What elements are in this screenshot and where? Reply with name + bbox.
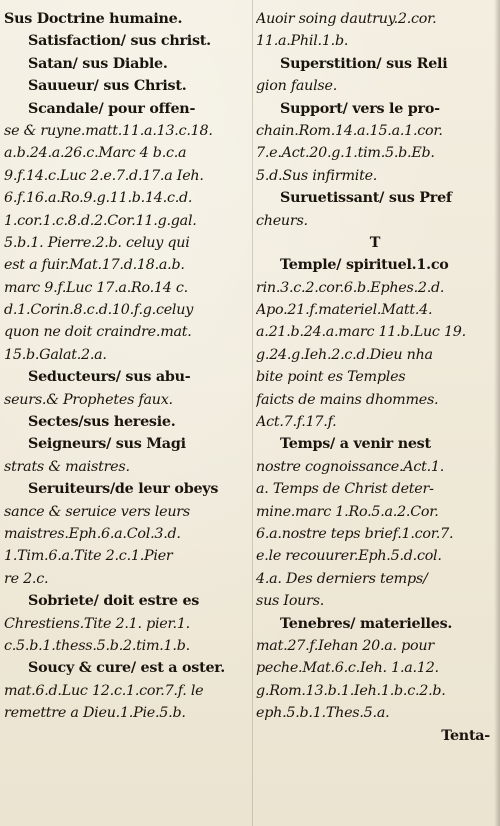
right-entry-line: 5.d.Sus infirmite. <box>256 167 378 184</box>
left-entry-heading: Sus Doctrine humaine. <box>4 11 183 27</box>
left-entry-line: 1.cor.1.c.8.d.2.Cor.11.g.gal. <box>4 212 197 229</box>
right-entry-line: Auoir soing dautruy.2.cor. <box>256 11 437 27</box>
left-entry-line: remettre a Dieu.1.Pie.5.b. <box>4 705 186 722</box>
right-entry-line: bite point es Temples <box>256 369 406 386</box>
right-entry-heading: Tenta- <box>441 727 490 744</box>
left-entry-heading: Scandale/ pour offen- <box>28 100 196 117</box>
right-entry-line: sus Iours. <box>256 593 325 610</box>
right-entry-line: 6.a.nostre teps brief.1.cor.7. <box>256 525 454 542</box>
right-entry-line: e.le recouurer.Eph.5.d.col. <box>256 548 442 565</box>
left-entry-line: quon ne doit craindre.mat. <box>4 324 192 341</box>
right-entry-line: g.Rom.13.b.1.Ieh.1.b.c.2.b. <box>256 682 446 699</box>
left-entry-line: maistres.Eph.6.a.Col.3.d. <box>4 525 181 542</box>
left-column <box>4 8 250 818</box>
right-entry-line: g.24.g.Ieh.2.c.d.Dieu nha <box>256 346 433 363</box>
right-entry-line: Act.7.f.17.f. <box>256 414 337 431</box>
left-entry-heading: Seruiteurs/de leur obeys <box>28 481 219 498</box>
right-entry-heading: Temple/ spirituel.1.co <box>280 257 449 274</box>
left-entry-line: est a fuir.Mat.17.d.18.a.b. <box>4 257 185 274</box>
right-entry-heading: Temps/ a venir nest <box>280 436 431 453</box>
right-entry-line: cheurs. <box>256 212 308 229</box>
right-entry-heading: Superstition/ sus Reli <box>280 55 448 72</box>
right-entry-line: mine.marc 1.Ro.5.a.2.Cor. <box>256 503 439 520</box>
right-entry-line: 7.e.Act.20.g.1.tim.5.b.Eb. <box>256 145 435 162</box>
left-entry-line: strats & maistres. <box>4 458 130 475</box>
right-entry-line: eph.5.b.1.Thes.5.a. <box>256 705 390 722</box>
left-entry-line: 5.b.1. Pierre.2.b. celuy qui <box>4 234 190 251</box>
left-entry-line: 15.b.Galat.2.a. <box>4 346 107 363</box>
right-entry-line: peche.Mat.6.c.Ieh. 1.a.12. <box>256 660 439 677</box>
right-entry-line: rin.3.c.2.cor.6.b.Ephes.2.d. <box>256 279 445 296</box>
right-entry-line: a.21.b.24.a.marc 11.b.Luc 19. <box>256 324 466 341</box>
left-entry-heading: Sobriete/ doit estre es <box>28 593 200 610</box>
right-entries <box>256 8 494 747</box>
left-entry-heading: Soucy & cure/ est a oster. <box>28 660 226 677</box>
left-entry-line: c.5.b.1.thess.5.b.2.tim.1.b. <box>4 637 190 654</box>
right-entry-line: 11.a.Phil.1.b. <box>256 33 349 50</box>
right-entry-heading: Support/ vers le pro- <box>280 100 440 117</box>
left-entries <box>4 8 250 725</box>
right-column <box>256 8 494 818</box>
left-entry-line: 6.f.16.a.Ro.9.g.11.b.14.c.d. <box>4 190 193 207</box>
right-entry-line: faicts de mains dhommes. <box>256 391 439 408</box>
right-entry-line: nostre cognoissance.Act.1. <box>256 458 445 475</box>
left-entry-line: Chrestiens.Tite 2.1. pier.1. <box>4 615 190 632</box>
left-entry-line: sance & seruice vers leurs <box>4 503 190 520</box>
left-entry-line: se & ruyne.matt.11.a.13.c.18. <box>4 122 213 139</box>
right-entry-line: a. Temps de Christ deter- <box>256 481 434 498</box>
left-entry-heading: Sectes/sus heresie. <box>28 414 176 431</box>
right-entry-line: chain.Rom.14.a.15.a.1.cor. <box>256 122 443 139</box>
column-divider <box>252 0 253 826</box>
left-entry-line: d.1.Corin.8.c.d.10.f.g.celuy <box>4 302 194 319</box>
right-entry-line: 4.a. Des derniers temps/ <box>256 570 428 587</box>
left-entry-line: marc 9.f.Luc 17.a.Ro.14 c. <box>4 279 188 296</box>
left-entry-line: re 2.c. <box>4 570 49 587</box>
right-entry-line: Apo.21.f.materiel.Matt.4. <box>256 302 433 319</box>
right-entry-heading: Tenebres/ materielles. <box>280 615 453 632</box>
left-entry-line: 1.Tim.6.a.Tite 2.c.1.Pier <box>4 548 173 565</box>
left-entry-line: seurs.& Prophetes faux. <box>4 391 173 408</box>
left-entry-line: mat.6.d.Luc 12.c.1.cor.7.f. le <box>4 682 204 699</box>
left-entry-heading: Satan/ sus Diable. <box>28 55 168 72</box>
left-entry-heading: Seigneurs/ sus Magi <box>28 436 186 453</box>
right-entry-line: gion faulse. <box>256 78 338 95</box>
page-edge <box>494 0 500 826</box>
right-entry-line: mat.27.f.Iehan 20.a. pour <box>256 637 434 654</box>
left-entry-line: 9.f.14.c.Luc 2.e.7.d.17.a Ieh. <box>4 167 204 184</box>
right-entry-heading: T <box>369 234 381 251</box>
right-entry-heading: Suruetissant/ sus Pref <box>280 190 452 207</box>
left-entry-heading: Seducteurs/ sus abu- <box>28 369 191 386</box>
left-entry-heading: Satisfaction/ sus christ. <box>28 33 211 50</box>
left-entry-heading: Sauueur/ sus Christ. <box>28 78 187 95</box>
left-entry-line: a.b.24.a.26.c.Marc 4 b.c.a <box>4 145 187 162</box>
